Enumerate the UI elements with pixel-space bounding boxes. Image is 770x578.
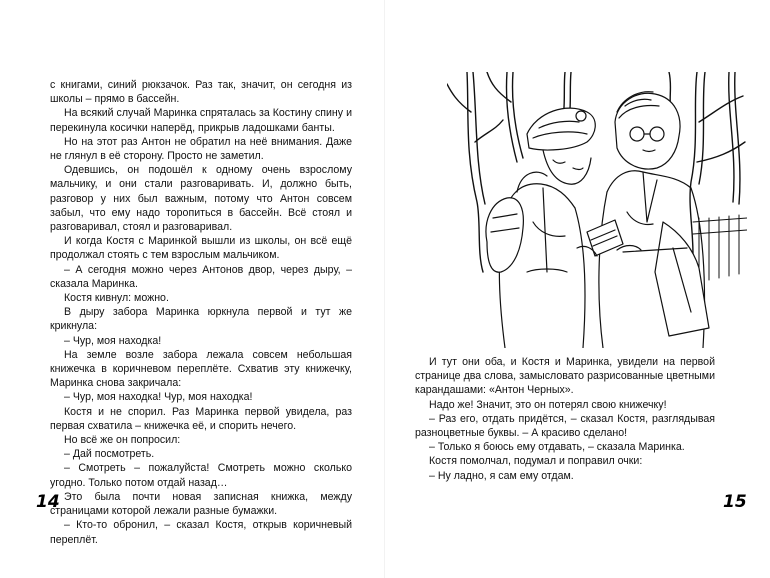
page-number-left: 14: [36, 492, 60, 512]
paragraph: Костя помолчал, подумал и поправил очки:: [429, 455, 643, 468]
paragraph: В дыру забора Маринка юркнула первой и тут же крикнула:: [50, 306, 352, 333]
paragraph: Но всё же он попросил:: [64, 434, 181, 447]
paragraph: – Дай посмотреть.: [64, 448, 155, 461]
notebook-icon: [577, 220, 641, 256]
paragraph: – А сегодня можно через Антонов двор, через дыру, – сказала Маринка.: [50, 263, 352, 290]
paragraph: – Раз его, отдать придётся, – сказал Костя, разглядывая разноцветные буквы. – А красиво сделано!: [415, 412, 715, 440]
girl-figure-icon: [486, 108, 595, 348]
right-page-text: [415, 355, 715, 483]
paragraph: Одевшись, он подошёл к одному очень взрослому мальчику, и они стали разговаривать. И, должно быть, разговор у них был важным, потому что Антон совсем забыл, что ему надо торопиться в бассейн. Всё стоял и разговаривал, стоял и разговаривал.: [50, 164, 352, 234]
paragraph: Но на этот раз Антон не обратил на неё внимания. Даже не глянул в её сторону. Просто не заметил.: [50, 135, 352, 163]
paragraph: И тут они оба, и Костя и Маринка, увидели на первой странице два слова, замысловато разрисованные цветными карандашами: «Антон Черных».: [415, 356, 715, 397]
illustration-children-with-notebook: [447, 72, 747, 348]
paragraph: – Кто-то обронил, – сказал Костя, открыв коричневый переплёт.: [50, 519, 352, 546]
right-page: [385, 0, 770, 578]
paragraph: – Ну ладно, я сам ему отдам.: [429, 469, 574, 482]
paragraph: И когда Костя с Маринкой вышли из школы, он всё ещё продолжал стоять с тем взрослым мальчиком.: [50, 235, 352, 262]
paragraph: На всякий случай Маринка спряталась за Костину спину и перекинула косички наперёд, прикрыв ладошками банты.: [50, 107, 352, 134]
fence-icon: [693, 215, 747, 282]
paragraph: На земле возле забора лежала совсем небольшая книжечка в коричневом переплёте. Схватив эту книжечку, Маринка снова закричала:: [50, 348, 352, 390]
paragraph: Костя кивнул: можно.: [64, 292, 169, 305]
paragraph: – Чур, моя находка! Чур, моя находка!: [64, 391, 253, 404]
paragraph: Надо же! Значит, это он потерял свою книжечку!: [429, 398, 667, 411]
paragraph: – Чур, моя находка!: [64, 334, 162, 347]
left-page-text: [50, 78, 352, 547]
paragraph: – Смотреть – пожалуйста! Смотреть можно сколько угодно. Только потом отдай назад…: [50, 462, 352, 489]
paragraph: Это была почти новая записная книжка, между страницами которой лежали разные бумажки.: [50, 490, 352, 518]
page-number-right: 15: [723, 492, 747, 512]
paragraph: с книгами, синий рюкзачок. Раз так, значит, он сегодня из школы – прямо в бассейн.: [50, 79, 352, 106]
paragraph: Костя и не спорил. Раз Маринка первой увидела, раз первая схватила – книжечка её, и спорить нечего.: [50, 405, 352, 432]
paragraph: – Только я боюсь ему отдавать, – сказала Маринка.: [429, 441, 685, 454]
